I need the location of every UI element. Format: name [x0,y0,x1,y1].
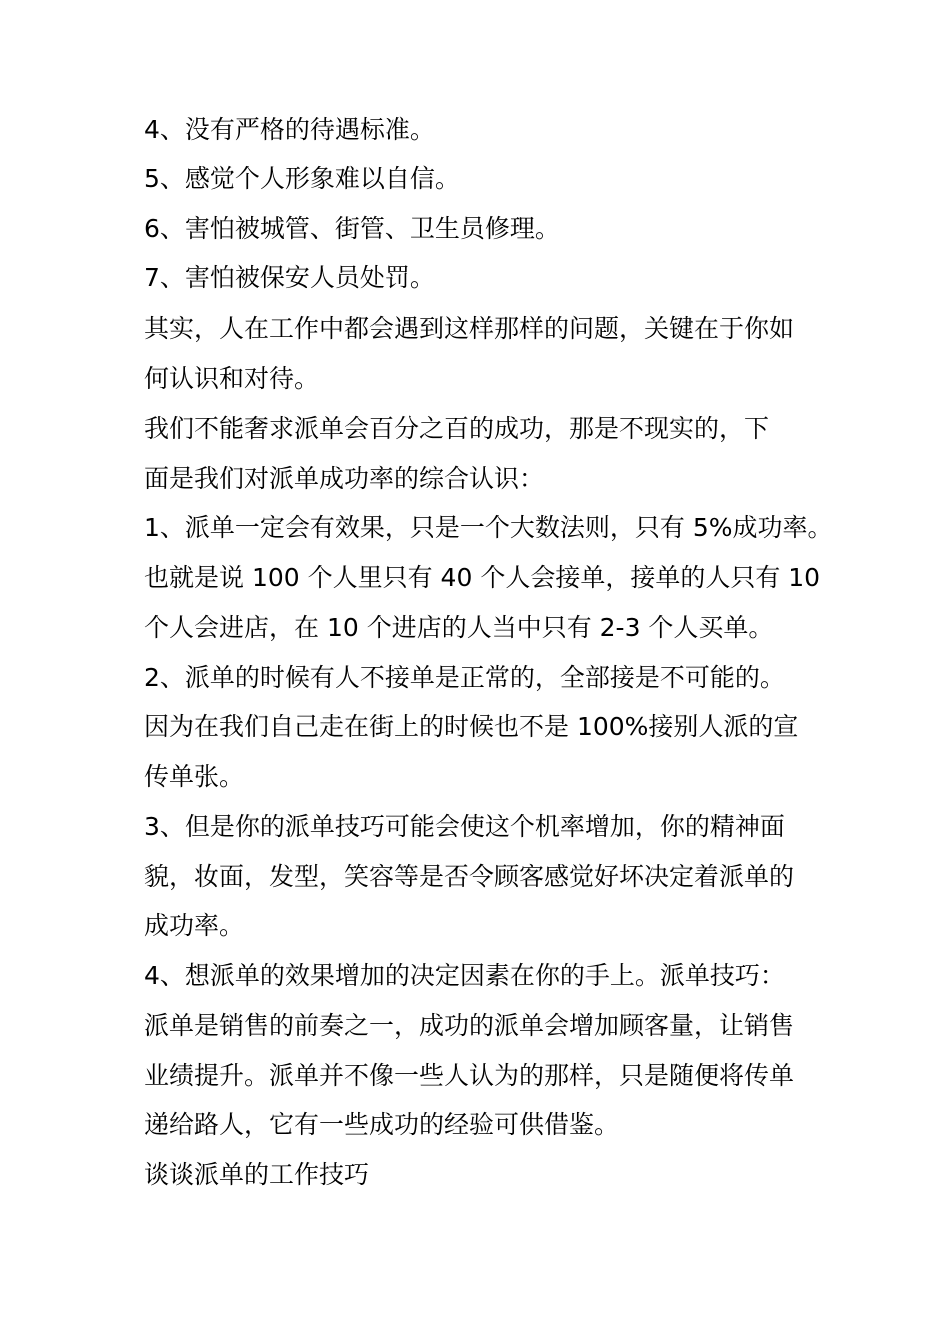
text-line-15: 3、但是你的派单技巧可能会使这个机率增加，你的精神面 [144,812,785,841]
text-line-10: 也就是说 100 个人里只有 40 个人会接单，接单的人只有 10 [144,563,821,592]
text-line-18: 4、想派单的效果增加的决定因素在你的手上。派单技巧： [144,961,785,990]
text-line-4: 7、害怕被保安人员处罚。 [144,263,435,292]
text-line-20: 业绩提升。派单并不像一些人认为的那样，只是随便将传单 [144,1061,795,1090]
text-line-14: 传单张。 [144,762,245,791]
text-line-22: 谈谈派单的工作技巧 [144,1160,370,1189]
text-line-21: 递给路人，它有一些成功的经验可供借鉴。 [144,1110,620,1139]
text-line-3: 6、害怕被城管、街管、卫生员修理。 [144,214,560,243]
text-line-5: 其实，人在工作中都会遇到这样那样的问题，关键在于你如 [144,314,795,343]
text-line-16: 貌，妆面，发型，笑容等是否令顾客感觉好坏决定着派单的 [144,862,795,891]
text-line-12: 2、派单的时候有人不接单是正常的，全部接是不可能的。 [144,663,785,692]
text-line-17: 成功率。 [144,911,245,940]
text-line-2: 5、感觉个人形象难以自信。 [144,164,460,193]
text-line-11: 个人会进店，在 10 个进店的人当中只有 2-3 个人买单。 [144,613,774,642]
text-line-8: 面是我们对派单成功率的综合认识： [144,464,545,493]
text-line-9: 1、派单一定会有效果，只是一个大数法则，只有 5%成功率。 [144,513,833,542]
text-line-7: 我们不能奢求派单会百分之百的成功，那是不现实的，下 [144,414,770,443]
text-line-6: 何认识和对待。 [144,364,320,393]
text-line-13: 因为在我们自己走在街上的时候也不是 100%接别人派的宣 [144,712,799,741]
text-line-19: 派单是销售的前奏之一，成功的派单会增加顾客量，让销售 [144,1011,795,1040]
text-line-1: 4、没有严格的待遇标准。 [144,115,435,144]
